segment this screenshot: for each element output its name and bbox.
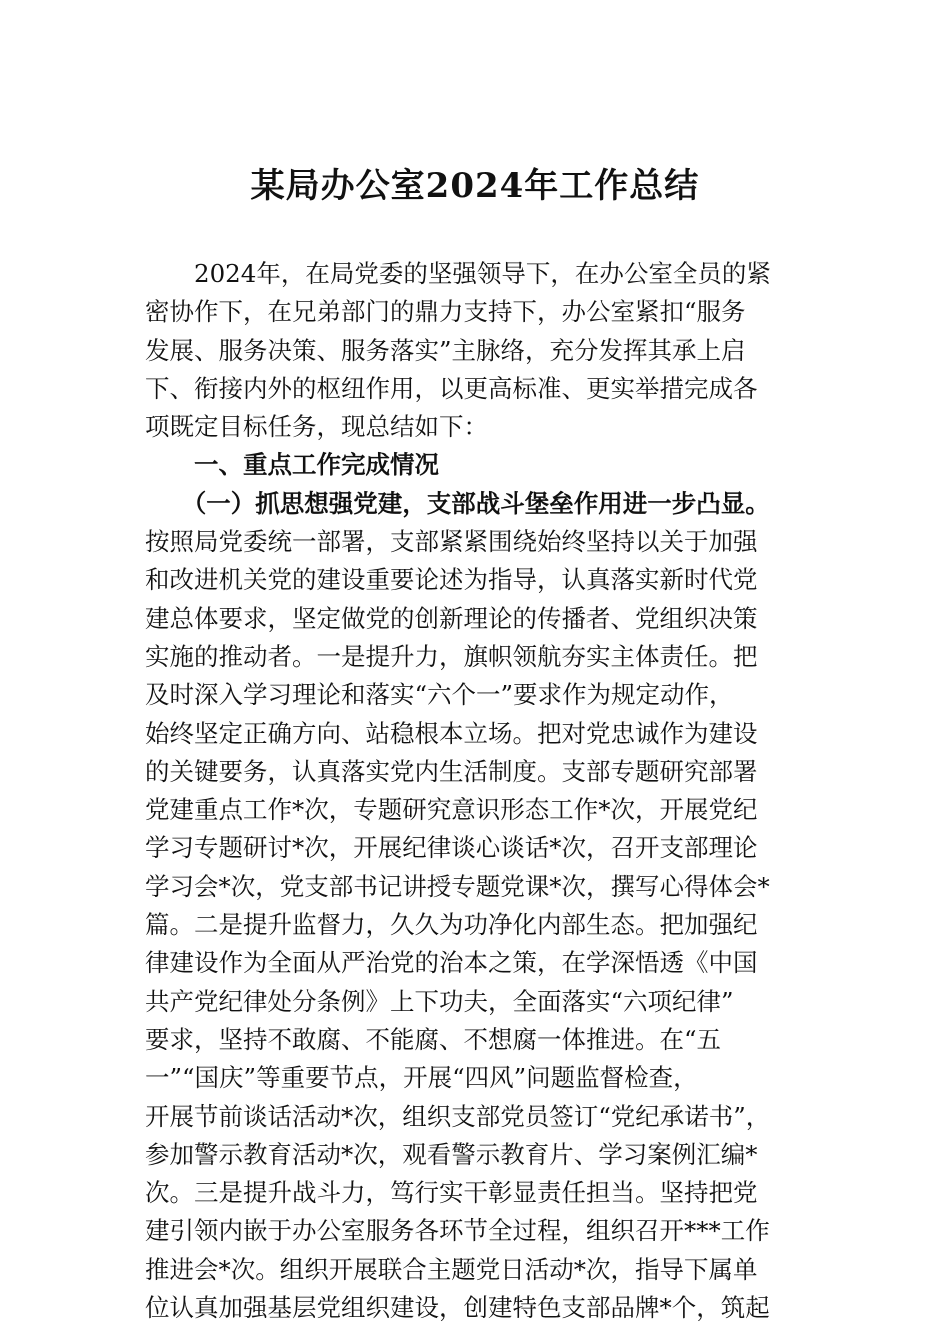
body-line: 2024年，在局党委的坚强领导下，在办公室全员的紧	[145, 259, 771, 288]
body-line: 党建重点工作*次，专题研究意识形态工作*次，开展党纪	[145, 795, 758, 825]
body-line: 的关键要务，认真落实党内生活制度。支部专题研究部署	[145, 756, 758, 786]
subsection-heading: （一）抓思想强党建，支部战斗堡垒作用进一步凸显。	[145, 488, 770, 518]
body-line: 实施的推动者。一是提升力，旗帜领航夯实主体责任。把	[145, 641, 758, 671]
document-title: 某局办公室2024年工作总结	[250, 166, 700, 206]
body-line: 建总体要求，坚定做党的创新理论的传播者、党组织决策	[145, 603, 758, 633]
body-line: 项既定目标任务，现总结如下：	[145, 412, 488, 442]
body-line: 发展、服务决策、服务落实”主脉络，充分发挥其承上启	[145, 335, 746, 365]
body-line: 篇。二是提升监督力，久久为功净化内部生态。把加强纪	[145, 910, 758, 940]
body-line: 共产党纪律处分条例》上下功夫，全面落实“六项纪律”	[145, 986, 734, 1016]
body-line: 要求，坚持不敢腐、不能腐、不想腐一体推进。在“五	[145, 1024, 722, 1054]
body-line: 始终坚定正确方向、站稳根本立场。把对党忠诚作为建设	[145, 718, 758, 748]
body-line: 学习会*次，党支部书记讲授专题党课*次，撰写心得体会*	[145, 871, 770, 901]
body-line: 次。三是提升战斗力，笃行实干彰显责任担当。坚持把党	[145, 1178, 758, 1208]
body-line: 及时深入学习理论和落实“六个一”要求作为规定动作，	[145, 680, 734, 710]
body-line: 位认真加强基层党组织建设，创建特色支部品牌*个，筑起	[145, 1293, 770, 1323]
body-line: 参加警示教育活动*次，观看警示教育片、学习案例汇编*	[145, 1139, 758, 1169]
body-line: 按照局党委统一部署，支部紧紧围绕始终坚持以关于加强	[145, 527, 758, 557]
body-line: 密协作下，在兄弟部门的鼎力支持下，办公室紧扣“服务	[145, 297, 746, 327]
body-line: 开展节前谈话活动*次，组织支部党员签订“党纪承诺书”，	[145, 1101, 771, 1131]
body-line: 律建设作为全面从严治党的治本之策，在学深悟透《中国	[145, 948, 758, 978]
body-line: 一”“国庆”等重要节点，开展“四风”问题监督检查，	[145, 1063, 698, 1093]
body-line: 下、衔接内外的枢纽作用，以更高标准、更实举措完成各	[145, 373, 758, 403]
body-line: 和改进机关党的建设重要论述为指导，认真落实新时代党	[145, 565, 758, 595]
body-line: 学习专题研讨*次，开展纪律谈心谈话*次，召开支部理论	[145, 833, 758, 863]
body-line: 建引领内嵌于办公室服务各环节全过程，组织召开***工作	[145, 1216, 770, 1246]
body-line: 推进会*次。组织开展联合主题党日活动*次，指导下属单	[145, 1254, 758, 1284]
section-heading: 一、重点工作完成情况	[145, 450, 439, 480]
document-body	[145, 255, 815, 1327]
